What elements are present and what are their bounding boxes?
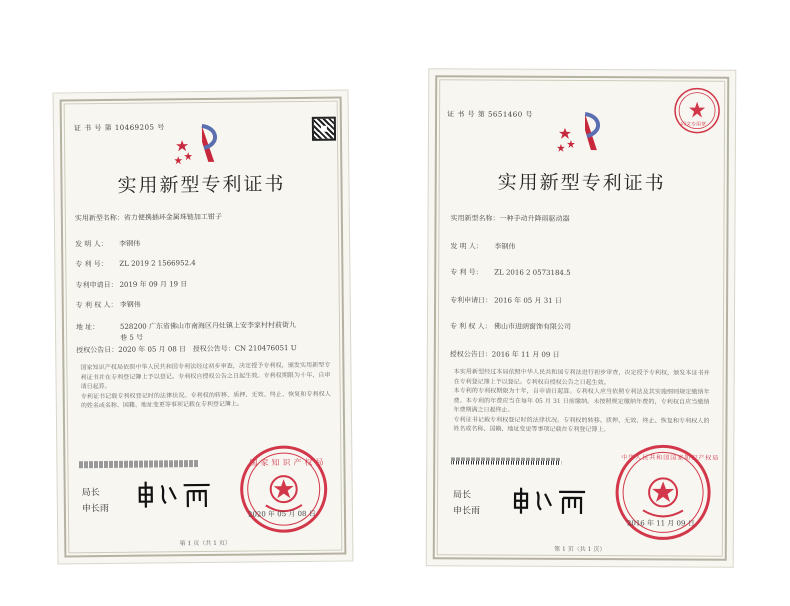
director-name: 申长雨 [81,503,109,515]
cert-no-label: 证 书 号 第 [73,123,113,133]
stamp-text: 同文专用章 [680,121,707,128]
patent-certificate-right [427,69,736,567]
qr-code [312,117,336,141]
barcode [451,457,561,465]
director-label: 局长 [81,488,100,499]
cert-no-value: 10469205 [114,123,155,132]
seal-date: 2020 年 05 月 08 日 [247,509,316,519]
field-grant-date: 授权公告日：2016 年 11 月 09 日 [449,350,560,359]
cert-no-suffix: 号 [157,123,165,132]
director-label: 局长 [453,490,472,501]
field-address-cont: 巷 5 号 [120,333,144,342]
patent-office-emblem [174,122,228,169]
seal-text: 国家知识产权局 [249,457,327,468]
director-name: 申长雨 [452,506,481,517]
cert-no-suffix: 号 [525,110,533,119]
certificate-number [74,122,165,133]
patent-office-emblem [557,110,611,156]
certificate-body-text: 本实用新型经过本局依照中华人民共和国专利法进行初步审查，决定授予专利权，颁发本证书并在专利登记簿上予以登记。专利权自授权公告之日起生效。 本专利的专利权期限为十年，自申请日起算。专利权人应当依照专利法及其实施细则规定缴纳年费。本专利的年费应当在每年 05 月 31 日前缴纳。未按照规定缴纳年费的，专利权自应当缴纳年费期满之日起终止。 专利证书记载专利权登记时的法律状况。专利权的转移、质押、无效、终止、恢复和专利权人的姓名或名称、国籍、地址变更等事项记载在专利登记簿上。 [453,368,710,434]
field-name: 实用新型名称：一种手动升降雨驱动器 [450,214,570,223]
certificate-body-text: 国家知识产权局依照中华人民共和国专利法经过初步审查，决定授予专利权，颁发实用新型专利证书并在专利登记簿上予以登记。专利权自授权公告之日起生效。专利权期限为十年，自申请日起算。 专利证书记载专利权登记时的法律状况。专利权的转移、质押、无效、终止、恢复和专利权人的姓名或名称、国籍、地址变更等事项记载在专利登记簿上。 [80,361,331,410]
field-patentee: 专 利 权 人： 李钢伟 [75,300,141,310]
certificate-title: 实用新型专利证书 [117,173,286,197]
patent-certificate-left [54,90,353,563]
field-patent-no: 专 利 号： ZL 2016 2 0573184.5 [450,268,571,277]
certificate-number [447,109,533,119]
barcode [79,460,199,468]
cert-no-label: 证 书 号 第 [447,110,486,119]
certificate-title: 实用新型专利证书 [497,171,666,195]
field-inventor: 发 明 人： 李钢伟 [75,239,141,249]
field-patent-no: 专 利 号： ZL 2019 2 1566952.4 [75,259,196,269]
field-name: 实用新型名称：省力便携插环金属珠链加工钳子 [74,212,222,223]
field-address: 地 址： 528200 广东省佛山市南海区丹灶镇上安李家村村前街九 [75,321,296,332]
page-footer: 第 1 页（共 1 页） [179,539,231,548]
director-signature [511,484,589,518]
seal-text: 中华人民共和国国家知识产权局 [621,454,720,462]
seal-date: 2016 年 11 月 09 日 [626,519,695,528]
page-footer: 第 1 页（共 1 页） [554,545,606,554]
director-signature [136,477,214,512]
field-grant-date: 授权公告日：2020 年 05 月 08 日 授权公告号：CN 210476051 U [76,344,297,355]
field-filing-date: 专利申请日： 2016 年 05 月 31 日 [450,296,562,305]
field-patentee: 专 利 权 人： 佛山市进朗窗饰有限公司 [449,322,571,331]
cert-no-value: 5651460 [487,110,523,119]
field-inventor: 发 明 人： 李钢伟 [450,242,516,251]
field-filing-date: 专利申请日： 2019 年 09 月 19 日 [75,280,188,290]
